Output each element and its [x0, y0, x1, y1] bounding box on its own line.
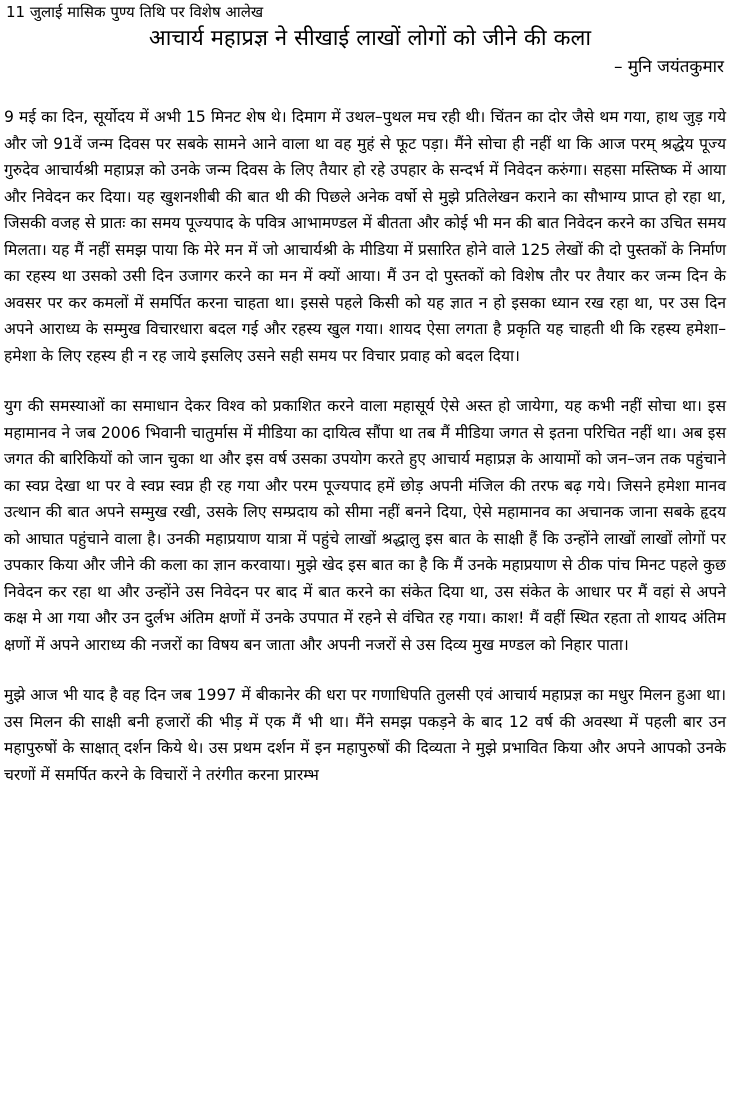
article-body	[4, 104, 726, 788]
paragraph-2: युग की समस्याओं का समाधान देकर विश्व को प्रकाशित करने वाला महासूर्य ऐसे अस्त हो जायेगा, यह कभी नहीं सोचा था। इस महामानव ने जब 2006 भिवानी चातुर्मास में मीडिया का दायित्व सौंपा था तब मैं मीडिया जगत से इतना परिचित नहीं था। अब इस जगत की बारिकियों को जान चुका था और इस वर्ष उसका उपयोग करते हुए आचार्य महाप्रज्ञ के आयामों को जन–जन तक पहुंचाने का स्वप्न देखा था पर वे स्वप्न स्वप्न ही रह गया और परम पूज्यपाद हमें छोड़ अपनी मंजिल की तरफ बढ़ गये। जिसने हमेशा मानव उत्थान की बात अपने सम्मुख रखी, उसके लिए सम्प्रदाय को सीमा नहीं बनने दिया, ऐसे महामानव का अचानक जाना सबके हृदय को आघात पहुंचाने वाला है। उनकी महाप्रयाण यात्रा में पहुंचे लाखों श्रद्धालु इस बात के साक्षी हैं कि उन्होंने लाखों लाखों लोगों पर उपकार किया और जीने की कला का ज्ञान करवाया। मुझे खेद इस बात का है कि मैं उनके महाप्रयाण से ठीक पांच मिनट पहले कुछ निवेदन कर रहा था और उन्होंने उस निवेदन पर बाद में बात करने का संकेत दिया था, उस संकेत के आधार पर मैं वहां से अपने कक्ष मे आ गया और उन दुर्लभ अंतिम क्षणों में उनके उपपात में रहने से वंचित रह गया। काश! मैं वहीं स्थित रहता तो शायद अंतिम क्षणों में अपने आराध्य की नजरों का विषय बन जाता और अपनी नजरों से उस दिव्य मुख मण्डल को निहार पाता।	[4, 397, 726, 654]
paragraph-1: 9 मई का दिन, सूर्योदय में अभी 15 मिनट शेष थे। दिमाग में उथल–पुथल मच रही थी। चिंतन का दोर जैसे थम गया, हाथ जुड़ गये और जो 91वें जन्म दिवस पर सबके सामने आने वाला था वह मुहं से फूट पड़ा। मैंने सोचा ही नहीं था कि आज परम् श्रद्धेय पूज्य गुरुदेव आचार्यश्री महाप्रज्ञ को उनके जन्म दिवस के लिए तैयार हो रहे उपहार के सन्दर्भ में निवेदन करुंगा। सहसा मस्तिष्क में आया और निवेदन कर दिया। यह खुशनशीबी की बात थी की पिछले अनेक वर्षो से मुझे प्रतिलेखन कराने का सौभाग्य प्राप्त हो रहा था, जिसकी वजह से प्रातः का समय पूज्यपाद के पवित्र आभामण्डल में बीतता और कोई भी मन की बात निवेदन करने का उचित समय मिलता। यह मैं नहीं समझ पाया कि मेरे मन में जो आचार्यश्री के मीडिया में प्रसारित होने वाले 125 लेखों की दो पुस्तकों के निर्माण का रहस्य था उसको उसी दिन उजागर करने का मन में क्यों आया। मैं उन दो पुस्तकों को विशेष तौर पर तैयार कर जन्म दिन के अवसर पर कर कमलों में समर्पित करना चाहता था। इससे पहले किसी को यह ज्ञात न हो इसका ध्यान रख रहा था, पर उस दिन अपने आराध्य के सम्मुख विचारधारा बदल गई और रहस्य खुल गया। शायद ऐसा लगता है प्रकृति यह चाहती थी कि रहस्य हमेशा–हमेशा के लिए रहस्य ही न रह जाये इसलिए उसने सही समय पर विचार प्रवाह को बदल दिया।	[4, 108, 726, 365]
article-byline: – मुनि जयंतकुमार	[613, 57, 724, 77]
paragraph-3: मुझे आज भी याद है वह दिन जब 1997 में बीकानेर की धरा पर गणाधिपति तुलसी एवं आचार्य महाप्रज्ञ का मधुर मिलन हुआ था। उस मिलन की साक्षी बनी हजारों की भीड़ में एक मैं भी था। मैंने समझ पकड़ने के बाद 12 वर्ष की अवस्था में पहली बार उन महापुरुषों के साक्षात् दर्शन किये थे। उस प्रथम दर्शन में इन महापुरुषों की दिव्यता ने मुझे प्रभावित किया और अपने आपको उनके चरणों में समर्पित करने के विचारों ने तरंगीत करना प्रारम्भ	[4, 686, 726, 784]
article-title: आचार्य महाप्रज्ञ ने सीखाई लाखों लोगों को जीने की कला	[148, 26, 592, 51]
article-kicker: 11 जुलाई मासिक पुण्य तिथि पर विशेष आलेख	[6, 3, 264, 21]
